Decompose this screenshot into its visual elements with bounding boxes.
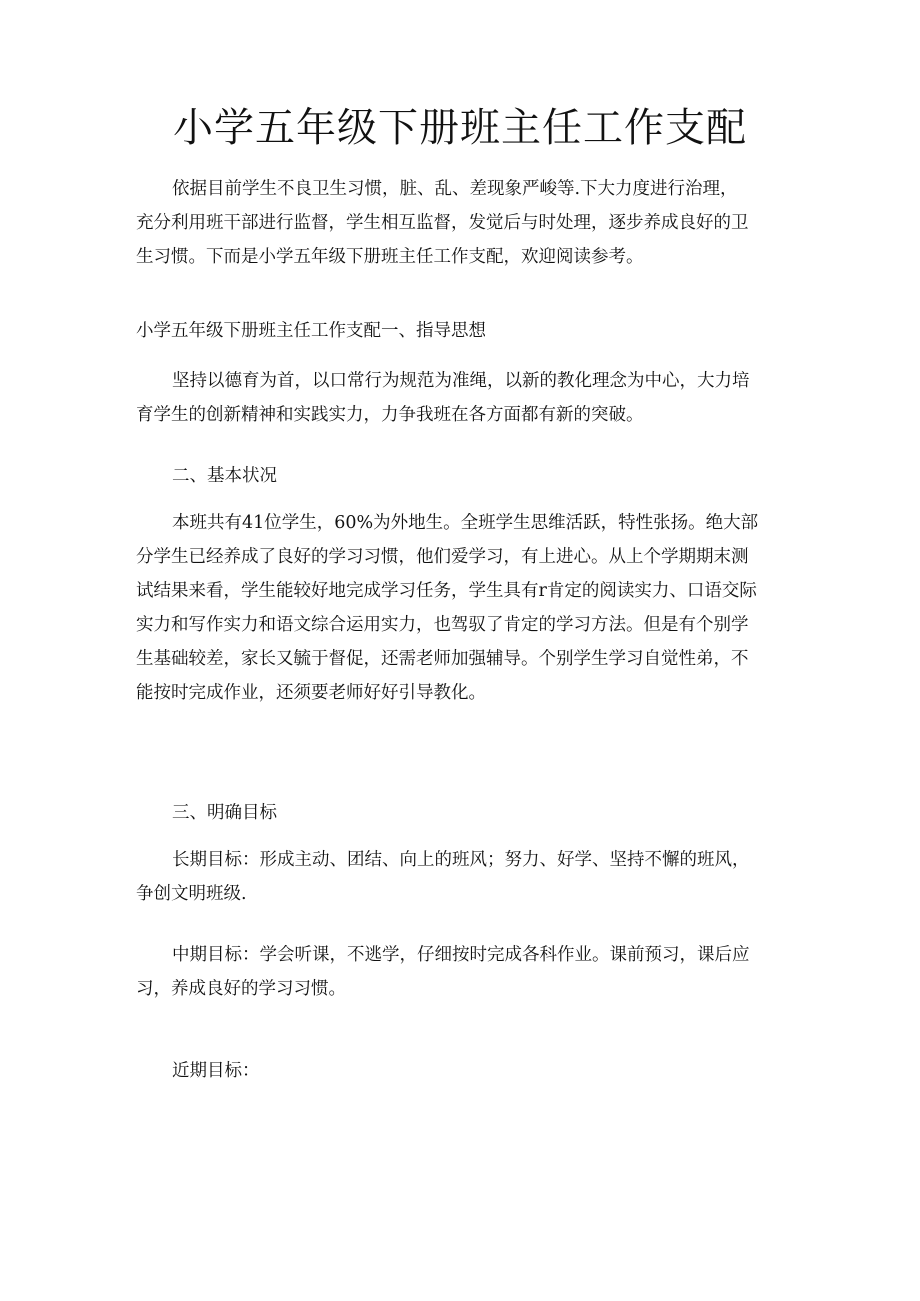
section3-heading-text: 三、明确目标 [172,803,277,823]
long-term-goal-paragraph [136,843,786,911]
section2-line: 分学生已经养成了良好的学习习惯，他们爱学习，有上进心。从上个学期期末测 [136,547,749,567]
section2-line: 实力和写作实力和语文综合运用实力，也驾驭了肯定的学习方法。但是有个别学 [136,615,749,635]
section2-line: 生基础较差，家长又毓于督促，还需老师加强辅导。个别学生学习自觉性弟，不 [136,649,749,669]
section2-line: 能按时完成作业，还须要老师好好引导教化。 [136,683,486,703]
long-term-goal-line: 长期目标：形成主动、团结、向上的班风；努力、好学、坚持不懈的班风， [172,850,750,870]
section1-line: 坚持以德育为首，以口常行为规范为准绳，以新的教化理念为中心，大力培 [172,371,750,391]
section1-line: 育学生的创新精神和实践实力，力争我班在各方面都有新的突破。 [136,405,644,425]
section1-heading-text: 小学五年级下册班主任工作支配一、指导思想 [136,321,486,341]
section2-heading-text: 二、基本状况 [172,466,277,486]
section1-heading [136,314,786,348]
section3-heading [136,796,786,830]
section2-heading [136,459,786,493]
document-title: 小学五年级下册班主任工作支配 [173,105,747,151]
section2-line: 试结果来看，学生能较好地完成学习任务，学生具有r肯定的阅读实力、口语交际 [136,581,757,601]
near-term-goal-label [136,1054,786,1088]
section1-paragraph [136,364,786,432]
mid-term-goal-line: 中期目标：学会听课，不逃学，仔细按时完成各科作业。课前预习，课后应 [172,945,750,965]
section2-line: 本班共有41位学生，60%为外地生。全班学生思维活跃，特性张扬。绝大部 [172,513,759,533]
long-term-goal-line: 争创文明班级. [136,884,247,904]
intro-line: 依据目前学生不良卫生习惯，脏、乱、差现象严峻等.下大力度进行治理， [172,179,738,199]
section2-paragraph [136,506,786,710]
near-term-goal-text: 近期目标： [172,1061,260,1081]
mid-term-goal-line: 习，养成良好的学习习惯。 [136,979,346,999]
intro-paragraph [136,172,786,274]
intro-line: 生习惯。下而是小学五年级下册班主任工作支配，欢迎阅读参考。 [136,247,644,267]
intro-line: 充分利用班干部进行监督，学生相互监督，发觉后与时处理，逐步养成良好的卫 [136,213,749,233]
mid-term-goal-paragraph [136,938,786,1006]
